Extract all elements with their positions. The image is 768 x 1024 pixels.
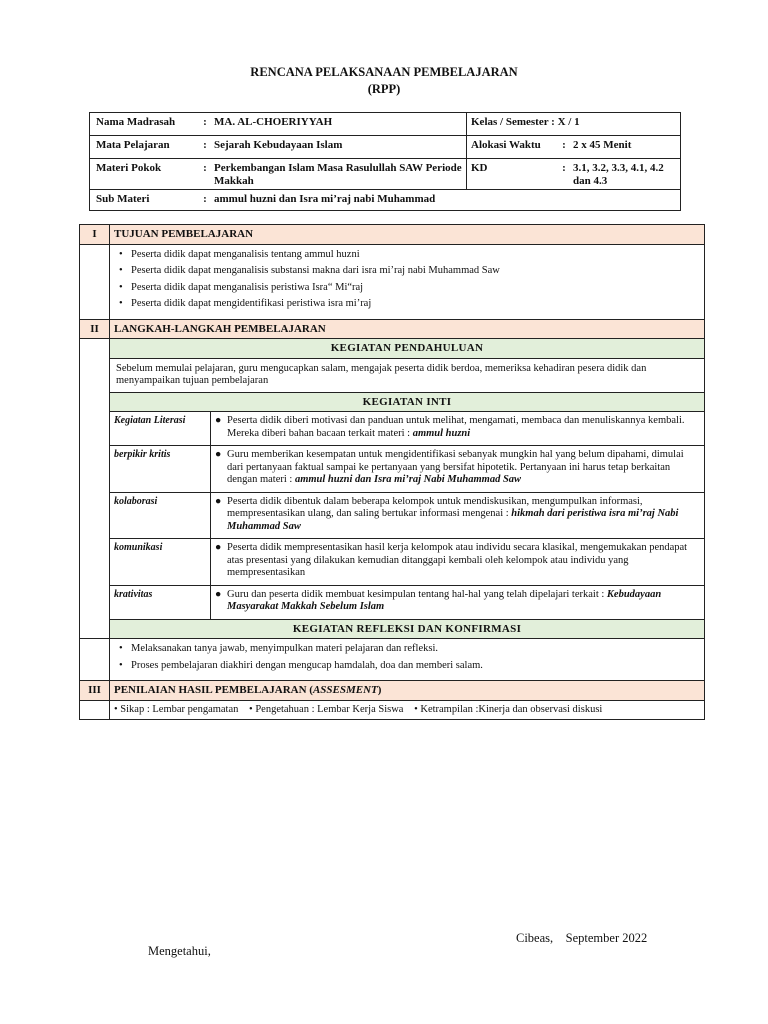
- section-1-header: [80, 225, 705, 245]
- refleksi-heading: KEGIATAN REFLEKSI DAN KONFIRMASI: [110, 619, 705, 639]
- inti-header-row: [80, 392, 705, 412]
- activity-label: Kegiatan Literasi: [110, 412, 211, 446]
- pendahuluan-header-row: [80, 339, 705, 359]
- colon: :: [203, 193, 207, 205]
- section-number: I: [80, 225, 110, 245]
- document-title: [0, 64, 768, 98]
- nama-label: Nama Madrasah: [90, 113, 201, 136]
- heading-main: PENILAIAN HASIL PEMBELAJARAN (: [114, 684, 313, 696]
- bullet-icon: ●: [215, 449, 222, 460]
- refleksi-list-cell: [110, 639, 705, 681]
- section-3-body: [80, 700, 705, 720]
- activity-desc: [211, 412, 705, 446]
- info-row-madrasah: [90, 113, 681, 136]
- activity-text: Peserta didik mempresentasikan hasil kerja kelompok atau individu secara klasikal, mengemukakan pendapat atas presentasi yang dilakukan kemudian ditanggapi kembali oleh kelompok atau individu yang mempresentasikan: [227, 542, 688, 578]
- mengetahui-label: Mengetahui,: [148, 944, 211, 958]
- activity-desc: [211, 585, 705, 619]
- tujuan-list: [111, 246, 703, 318]
- pendahuluan-row: [80, 358, 705, 392]
- list-item: • Peserta didik dapat menganalisis tentang ammul huzni: [131, 249, 699, 262]
- kelas-label: Kelas / Semester :: [471, 116, 555, 128]
- inti-row: [80, 446, 705, 493]
- colon: :: [559, 159, 569, 190]
- activity-emphasis: Kebudayaan Masyarakat Makkah Sebelum Islam: [227, 588, 662, 612]
- blank-cell: [80, 700, 110, 720]
- mapel-value: Sejarah Kebudayaan Islam: [210, 136, 467, 159]
- section-number: II: [80, 319, 110, 339]
- tujuan-list-cell: [110, 244, 705, 319]
- sub-label: Sub Materi: [96, 193, 150, 205]
- nama-value: MA. AL-CHOERIYYAH: [210, 113, 467, 136]
- activity-label: berpikir kritis: [110, 446, 211, 493]
- assessment-item: • Ketrampilan :Kinerja dan observasi diskusi: [414, 703, 603, 715]
- inti-row: [80, 539, 705, 586]
- title-line: RENCANA PELAKSANAAN PEMBELAJARAN: [250, 65, 518, 79]
- section-heading: [110, 681, 705, 701]
- alokasi-label: Alokasi Waktu: [467, 136, 560, 159]
- info-row-sub: [90, 190, 681, 211]
- bullet-icon: ●: [215, 542, 222, 553]
- activity-text: Guru dan peserta didik membuat kesimpulan tentang hal-hal yang telah dipelajari terkait :: [227, 588, 605, 600]
- activity-text: Guru memberikan kesempatan untuk mengidentifikasi sebanyak mungkin hal yang belum dipahami, dimulai dari pertanyaan faktual sampai ke pertanyaan yang bersifat hipotetik. Pertanyaan ini harus tetap berkaitan dengan materi :: [227, 449, 684, 485]
- info-table: [89, 112, 681, 211]
- lesson-plan-table: [79, 224, 705, 720]
- section-heading: LANGKAH-LANGKAH PEMBELAJARAN: [110, 319, 705, 339]
- section-number: III: [80, 681, 110, 701]
- activity-text: Peserta didik dibentuk dalam beberapa kelompok untuk mendiskusikan, mengumpulkan informasi, mempresentasikan ulang, dan saling bertukar informasi mengenai :: [227, 495, 643, 519]
- colon: :: [200, 159, 210, 190]
- activity-label: krativitas: [110, 585, 211, 619]
- kelas-cell: [467, 113, 681, 136]
- blank-cell: [80, 244, 110, 319]
- section-heading: TUJUAN PEMBELAJARAN: [110, 225, 705, 245]
- assessment-item: • Pengetahuan : Lembar Kerja Siswa: [249, 703, 404, 715]
- bullet-icon: ●: [215, 495, 222, 507]
- info-row-mapel: [90, 136, 681, 159]
- list-item: • Peserta didik dapat menganalisis peristiwa Isra“ Mi“raj: [131, 282, 699, 295]
- place-date: Cibeas, September 2022: [516, 931, 648, 945]
- sub-value: ammul huzni dan Isra mi’raj nabi Muhammad: [214, 193, 436, 205]
- bullet-icon: ●: [215, 415, 222, 426]
- bullet-icon: ●: [215, 588, 222, 600]
- section-1-body: [80, 244, 705, 319]
- kd-value: 3.1, 3.2, 3.3, 4.1, 4.2 dan 4.3: [569, 159, 681, 190]
- heading-end: ): [377, 684, 382, 696]
- pendahuluan-heading: KEGIATAN PENDAHULUAN: [110, 339, 705, 359]
- refleksi-header-row: [80, 619, 705, 639]
- colon: :: [200, 136, 210, 159]
- activity-label: kolaborasi: [110, 492, 211, 539]
- assessment-cell: [110, 700, 705, 720]
- pendahuluan-text: Sebelum memulai pelajaran, guru mengucapkan salam, mengajak peserta didik berdoa, memeriksa kehadiran pesera didik dan menyampaikan tujuan pembelajaran: [110, 358, 705, 392]
- materi-value: Perkembangan Islam Masa Rasulullah SAW Periode Makkah: [210, 159, 467, 190]
- section-2-header: [80, 319, 705, 339]
- mapel-label: Mata Pelajaran: [90, 136, 201, 159]
- activity-desc: [211, 446, 705, 493]
- inti-row: [80, 585, 705, 619]
- list-item: • Peserta didik dapat mengidentifikasi peristiwa isra mi’raj: [131, 298, 699, 311]
- inti-row: [80, 412, 705, 446]
- refleksi-list: [111, 640, 703, 679]
- activity-emphasis: ammul huzni: [412, 427, 471, 439]
- list-item: • Melaksanakan tanya jawab, menyimpulkan materi pelajaran dan refleksi.: [131, 643, 699, 656]
- heading-emphasis: ASSESMENT: [312, 684, 378, 696]
- colon: :: [559, 136, 569, 159]
- blank-cell: [80, 639, 110, 681]
- inti-heading: KEGIATAN INTI: [110, 392, 705, 412]
- materi-label: Materi Pokok: [90, 159, 201, 190]
- subtitle-line: (RPP): [367, 82, 401, 96]
- blank-cell: [80, 339, 110, 639]
- assessment-item: • Sikap : Lembar pengamatan: [114, 703, 239, 715]
- activity-desc: [211, 492, 705, 539]
- colon: :: [200, 113, 210, 136]
- activity-text: Peserta didik diberi motivasi dan panduan untuk melihat, mengamati, membaca dan menuliskannya kembali. Mereka diberi bahan bacaan terkait materi :: [227, 415, 685, 439]
- inti-row: [80, 492, 705, 539]
- refleksi-row: [80, 639, 705, 681]
- activity-label: komunikasi: [110, 539, 211, 586]
- kelas-value: X / 1: [557, 116, 580, 128]
- info-row-materi: [90, 159, 681, 190]
- alokasi-value: 2 x 45 Menit: [569, 136, 681, 159]
- activity-emphasis: ammul huzni dan Isra mi’raj Nabi Muhammad Saw: [294, 474, 522, 485]
- list-item: • Proses pembelajaran diakhiri dengan mengucap hamdalah, doa dan memberi salam.: [131, 660, 699, 673]
- activity-emphasis: hikmah dari peristiwa isra mi’raj Nabi Muhammad Saw: [227, 508, 679, 532]
- section-3-header: [80, 681, 705, 701]
- kd-label: KD: [467, 159, 560, 190]
- list-item: • Peserta didik dapat menganalisis substansi makna dari isra mi’raj nabi Muhammad Saw: [131, 265, 699, 278]
- activity-desc: [211, 539, 705, 586]
